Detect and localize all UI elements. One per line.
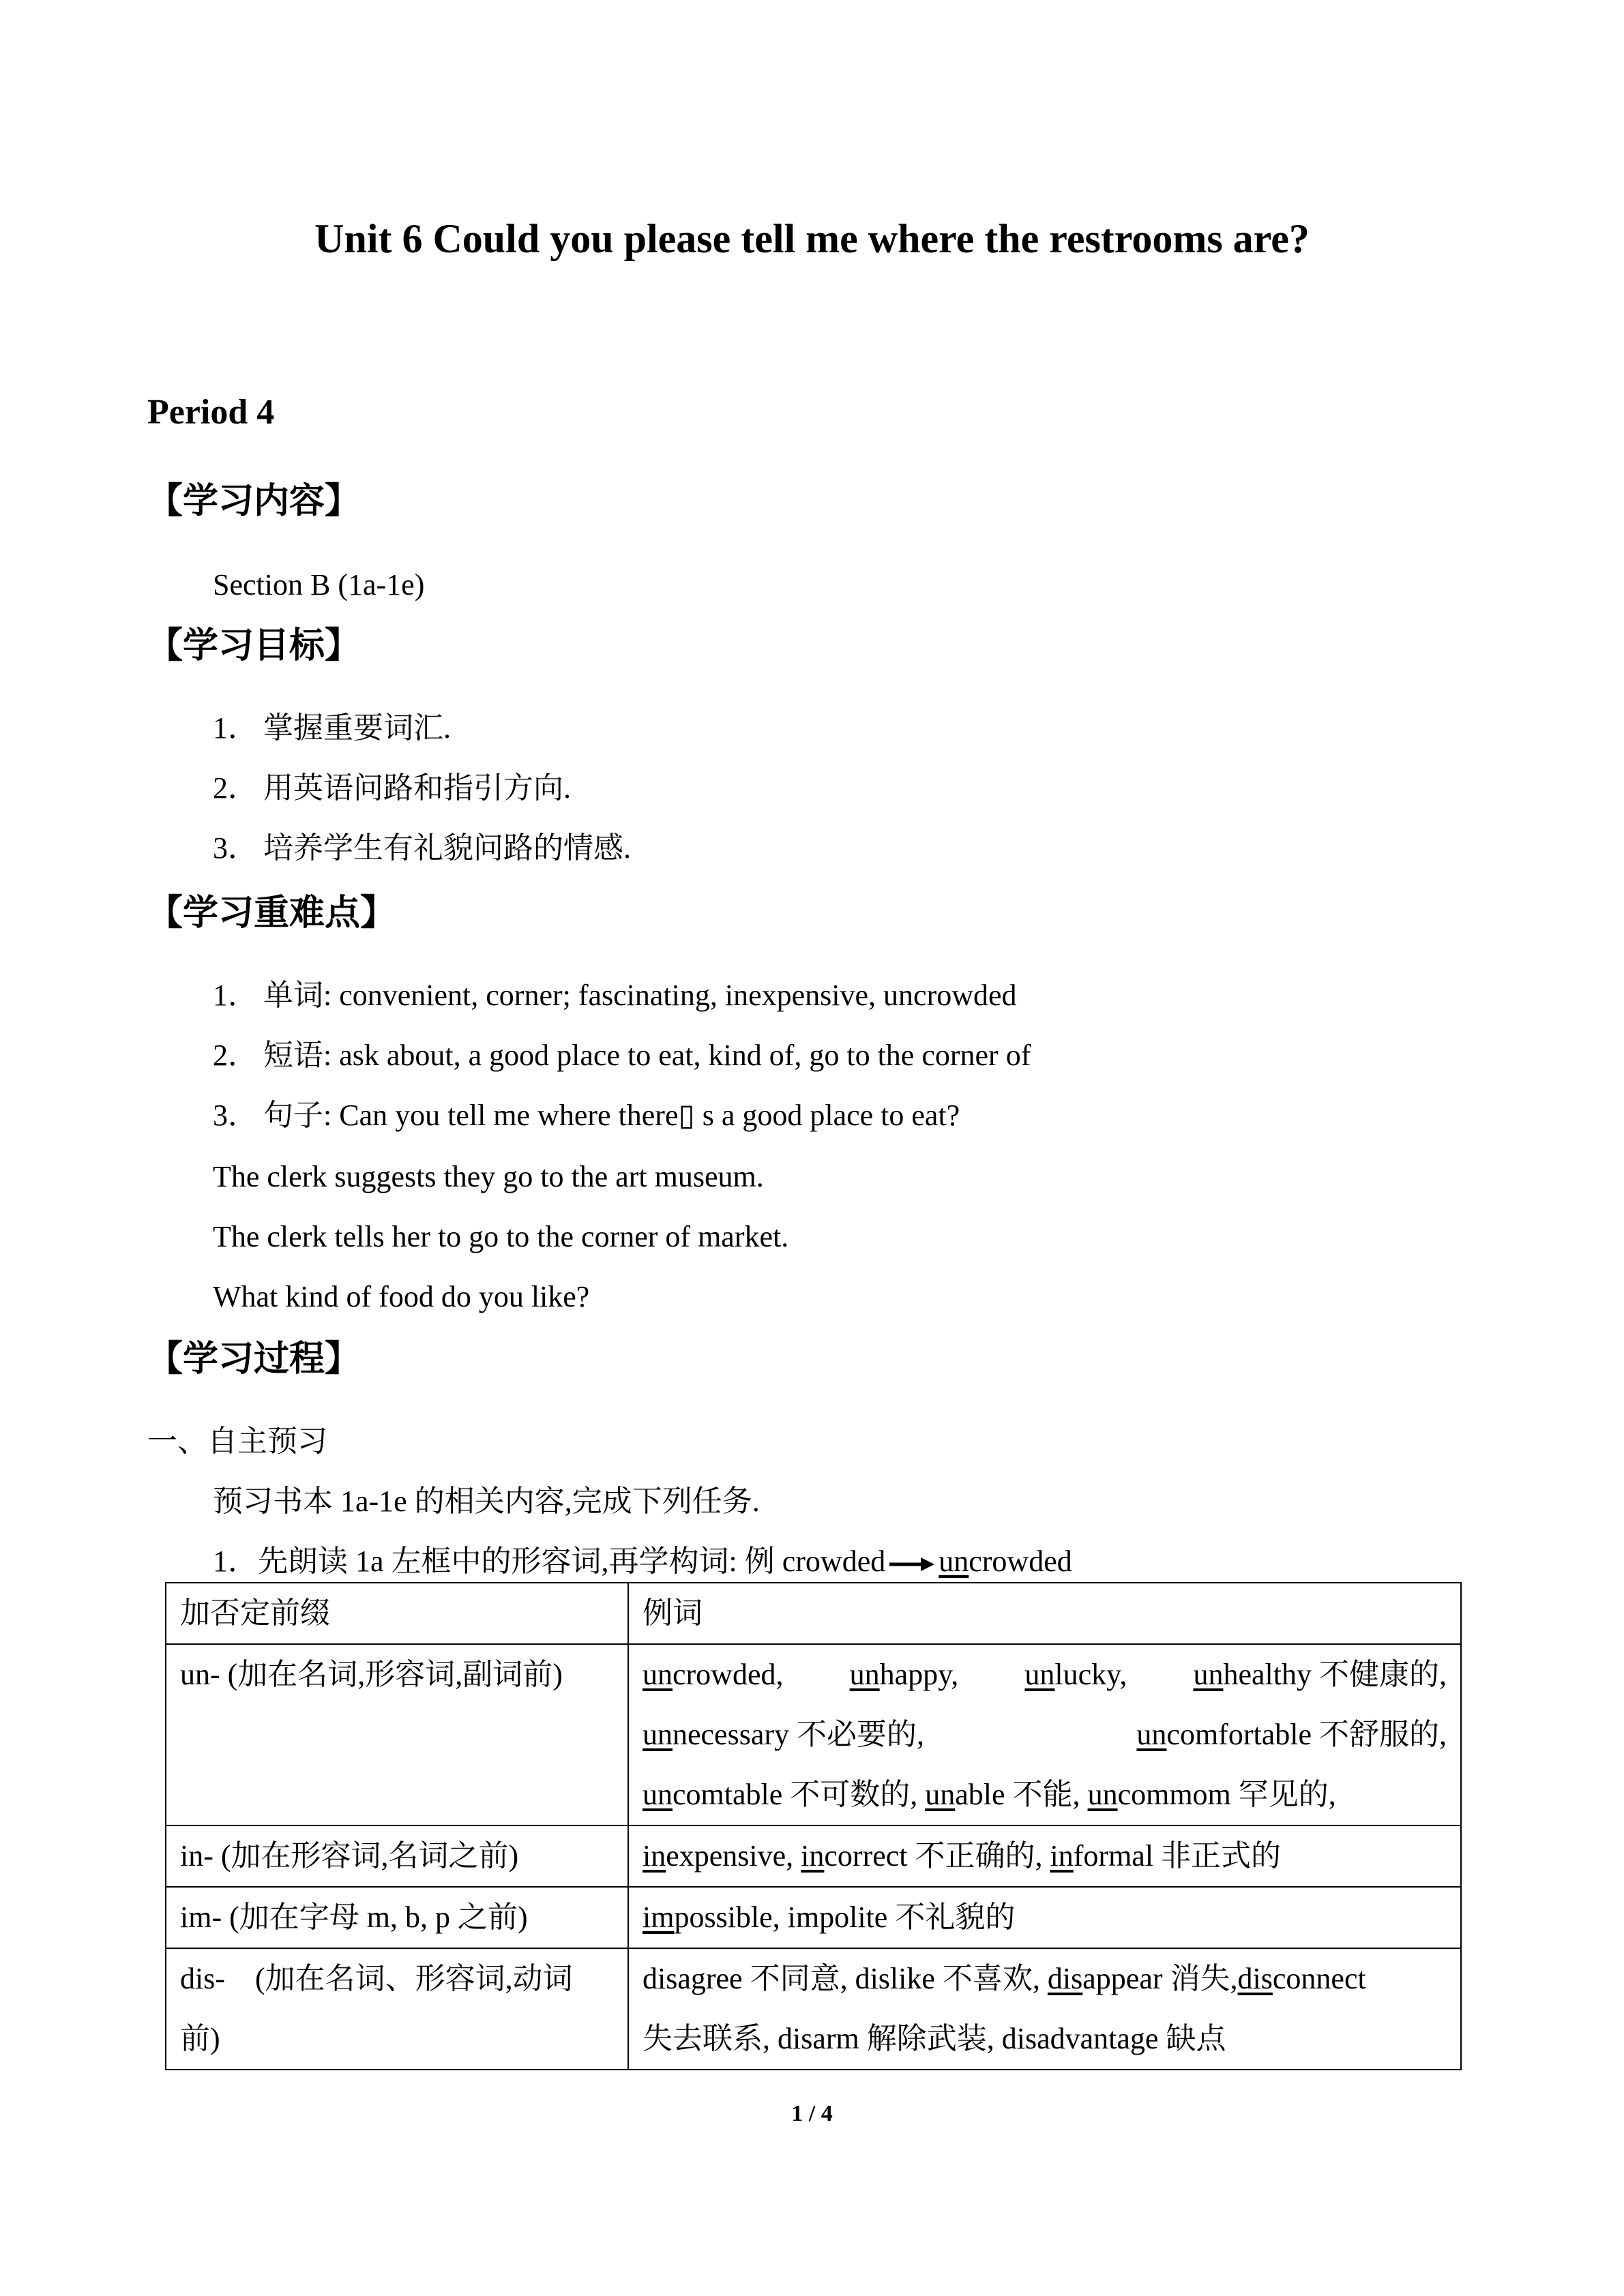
prefix-cell: in- (加在形容词,名词之前)	[166, 1825, 628, 1887]
prefix-table	[165, 1582, 1462, 2070]
goal-item: 3． 培养学生有礼貌问路的情感.	[213, 831, 631, 865]
examples-line: 失去联系, disarm 解除武装, disadvantage 缺点	[643, 2022, 1226, 2055]
document-title: Unit 6 Could you please tell me where the restrooms are?	[314, 216, 1310, 261]
examples-cell: impossible, impolite 不礼貌的	[628, 1887, 1461, 1948]
task-1: 1．先朗读 1a 左框中的形容词,再学构词: 例 crowded uncrowded	[213, 1545, 1072, 1578]
examples-line: uncomtable 不可数的, unable 不能, uncommom 罕见的,	[643, 1778, 1336, 1811]
heading-process: 【学习过程】	[147, 1339, 361, 1380]
heading-goals: 【学习目标】	[147, 625, 361, 666]
heading-content: 【学习内容】	[147, 481, 361, 522]
keypoint-item: 3． 句子: Can you tell me where there▯ s a good place to eat?	[213, 1099, 960, 1132]
keypoint-item: 1． 单词: convenient, corner; fascinating, inexpensive, uncrowded	[213, 979, 1017, 1012]
heading-keypoints: 【学习重难点】	[147, 893, 396, 934]
table-header: 例词	[628, 1583, 1461, 1644]
keypoint-sentence: What kind of food do you like?	[213, 1280, 590, 1313]
examples-line: disagree 不同意, dislike 不喜欢, disappear 消失,disconnect	[643, 1962, 1366, 1995]
period-label: Period 4	[147, 393, 275, 432]
table-row	[166, 1887, 1461, 1948]
examples-cell	[628, 1644, 1461, 1825]
prefix-cell: un- (加在名词,形容词,副词前)	[166, 1644, 628, 1825]
examples-cell: inexpensive, incorrect 不正确的, informal 非正式的	[628, 1825, 1461, 1887]
table-row	[166, 1644, 1461, 1825]
examples-line: uncrowded, unhappy, unlucky, unhealthy 不健康的,	[643, 1658, 1447, 1691]
table-row	[166, 1825, 1461, 1887]
prefix-cell: im- (加在字母 m, b, p 之前)	[166, 1887, 628, 1948]
table-header-row	[166, 1583, 1461, 1644]
prefix-cell: dis- (加在名词、形容词,动词 前)	[166, 1948, 628, 2070]
goal-item: 1． 掌握重要词汇.	[213, 711, 451, 745]
table-header: 加否定前缀	[166, 1583, 628, 1644]
content-text: Section B (1a-1e)	[213, 568, 425, 601]
examples-line: unnecessary 不必要的, uncomfortable 不舒服的,	[643, 1718, 1447, 1751]
keypoint-item: 2． 短语: ask about, a good place to eat, kind of, go to the corner of	[213, 1039, 1031, 1072]
goal-item: 2． 用英语问路和指引方向.	[213, 771, 571, 805]
table-row	[166, 1948, 1461, 2070]
page-number: 1 / 4	[791, 2101, 833, 2126]
preview-instruction: 预习书本 1a-1e 的相关内容,完成下列任务.	[213, 1485, 760, 1518]
keypoint-sentence: The clerk tells her to go to the corner of market.	[213, 1220, 789, 1253]
subheading-self-study: 一、自主预习	[147, 1425, 327, 1458]
keypoint-sentence: The clerk suggests they go to the art museum.	[213, 1160, 764, 1193]
arrow-right-icon	[888, 1556, 936, 1572]
examples-cell	[628, 1948, 1461, 2070]
